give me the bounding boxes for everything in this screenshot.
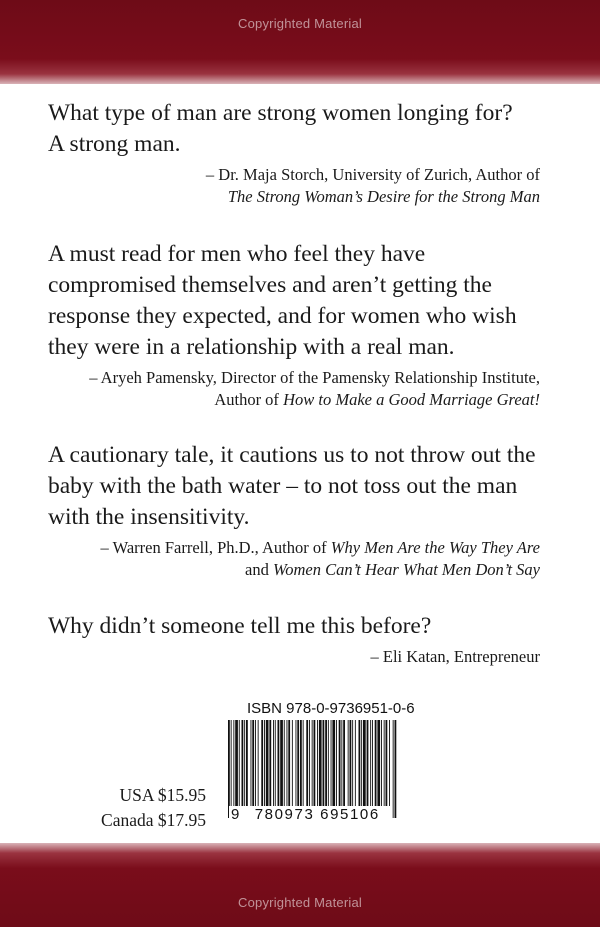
barcode-bar	[251, 720, 252, 806]
book-title: Why Men Are the Way They Are	[330, 538, 540, 557]
barcode-bar	[384, 720, 385, 806]
barcode-bar	[242, 720, 244, 806]
blurb-1-quote: What type of man are strong women longing for? A strong man.	[48, 100, 513, 157]
barcode-bar	[395, 720, 397, 818]
book-title: How to Make a Good Marriage Great!	[283, 390, 540, 409]
barcode-bar	[393, 720, 394, 818]
blurb-4	[48, 611, 540, 668]
book-title: The Strong Woman’s Desire for the Strong Man	[227, 187, 540, 206]
barcode-bar	[350, 720, 352, 806]
barcode-bar	[228, 720, 230, 818]
attribution-text: – Warren Farrell, Ph.D., Author of	[100, 538, 331, 557]
barcode-bar	[309, 720, 310, 806]
barcode-bar	[231, 720, 232, 818]
attribution-text: – Eli Katan, Entrepreneur	[370, 647, 540, 666]
attribution-text: Author of	[214, 390, 284, 409]
barcode-bar	[317, 720, 318, 806]
barcode-bar	[319, 720, 322, 806]
barcode-bar	[287, 720, 288, 806]
barcode-bar	[280, 720, 283, 806]
barcode-bar	[389, 720, 390, 806]
price-usa: USA $15.95	[119, 785, 206, 805]
isbn-label: ISBN 978-0-9736951-0-6	[247, 700, 415, 717]
blurb-2-attribution	[48, 367, 540, 411]
barcode-bar	[361, 720, 362, 806]
watermark-top: Copyrighted Material	[238, 16, 362, 31]
barcode-bar	[314, 720, 316, 818]
barcode-bar	[303, 720, 304, 806]
attribution-text: – Aryeh Pamensky, Director of the Pamensky Relationship Institute,	[89, 368, 540, 387]
barcode-bar	[375, 720, 377, 806]
barcode-bar	[343, 720, 345, 806]
bottom-maroon-band	[0, 843, 600, 927]
blurb-1	[48, 98, 540, 208]
barcode-bar	[355, 720, 356, 806]
barcode-bar	[312, 720, 313, 818]
attribution-text: and	[245, 560, 273, 579]
barcode-bar	[235, 720, 238, 806]
barcode-bar	[348, 720, 349, 806]
top-maroon-band	[0, 0, 600, 84]
barcode-bar	[367, 720, 369, 806]
barcode-bar	[297, 720, 299, 806]
barcode-bar	[288, 720, 290, 806]
blurb-3-attribution	[48, 537, 540, 581]
barcode-digits	[229, 806, 382, 823]
barcode-bar	[261, 720, 263, 806]
barcode-bar	[341, 720, 342, 806]
barcode-bar	[339, 720, 341, 806]
price-canada: Canada $17.95	[101, 810, 206, 830]
barcode-bar	[246, 720, 248, 806]
barcode-bar	[264, 720, 265, 806]
blurb-2	[48, 239, 540, 411]
barcode-bar	[275, 720, 276, 806]
barcode-bar	[255, 720, 256, 806]
barcode-bar	[352, 720, 353, 806]
blurb-3	[48, 440, 540, 581]
barcode-digits-rest: 780973 695106	[254, 806, 380, 823]
barcode-bar	[258, 720, 259, 806]
barcode-bar	[273, 720, 274, 806]
barcode-bar	[296, 720, 297, 806]
attribution-text: – Dr. Maja Storch, University of Zurich, Author of	[205, 165, 540, 184]
barcode-bar	[323, 720, 325, 806]
barcode-bar	[336, 720, 337, 806]
barcode-bar	[266, 720, 269, 806]
barcode-bar	[292, 720, 293, 806]
barcode-bar	[381, 720, 382, 806]
barcode-bar	[300, 720, 302, 806]
barcode-bar	[386, 720, 388, 806]
blurb-4-attribution	[48, 646, 540, 668]
barcode-bar	[244, 720, 245, 806]
blurb-2-quote: A must read for men who feel they have compromised themselves and aren’t getting the response they expected, and for women who wish they were in a relationship with a real man.	[48, 241, 517, 360]
barcode-bar	[363, 720, 366, 806]
barcode-bar	[332, 720, 335, 806]
barcode-bar	[252, 720, 254, 806]
barcode-bar	[377, 720, 380, 806]
barcode-bar	[278, 720, 280, 806]
blurb-3-quote: A cautionary tale, it cautions us to not throw out the baby with the bath water – to not toss out the man with the insensitivity.	[48, 442, 536, 530]
blurb-1-attribution	[48, 164, 540, 208]
blurb-4-quote: Why didn’t someone tell me this before?	[48, 613, 432, 639]
barcode-bar	[239, 720, 240, 806]
book-title: Women Can’t Hear What Men Don’t Say	[272, 560, 540, 579]
watermark-bottom: Copyrighted Material	[238, 895, 362, 910]
barcode-bar	[233, 720, 234, 806]
blurbs-section	[48, 98, 540, 699]
barcode-bar	[325, 720, 327, 806]
barcode-bar	[284, 720, 285, 806]
barcode-bar	[370, 720, 371, 806]
barcode-bar	[359, 720, 361, 806]
barcode-bar	[372, 720, 373, 806]
barcode-bar	[269, 720, 271, 806]
barcode-bar	[331, 720, 332, 806]
barcode-bar	[328, 720, 329, 806]
barcode-bar	[306, 720, 308, 806]
barcode-digit-first: 9	[231, 806, 241, 823]
